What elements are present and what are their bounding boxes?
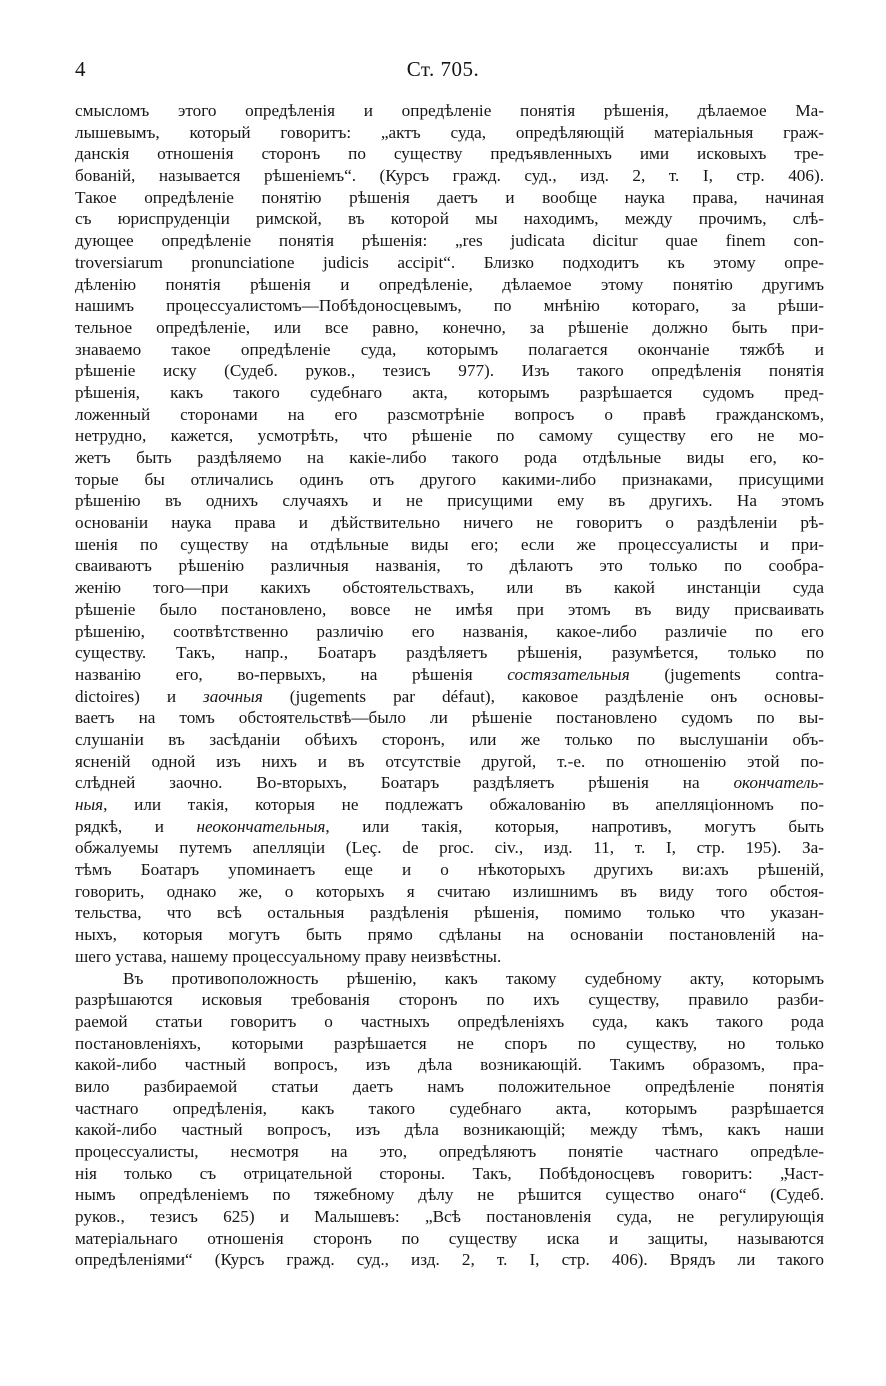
text-line: бованій, называется рѣшеніемъ“. (Курсъ гражд. суд., изд. 2, т. I, стр. 406). <box>75 166 824 186</box>
page-number: 4 <box>75 57 86 81</box>
text-line: постановленіяхъ, которыми разрѣшается не споръ по существу, но только <box>75 1033 824 1053</box>
text-line: тельное опредѣленіе, или все равно, конечно, за рѣшеніе должно быть при- <box>75 317 824 337</box>
text-line: нашимъ процессуалистомъ—Побѣдоносцевымъ, по мнѣнію котораго, за рѣши- <box>75 296 824 316</box>
text-line: основаніи наука права и дѣйствительно ничего не говоритъ о раздѣленіи рѣ- <box>75 513 824 533</box>
text-line: рѣшеніе иску (Судеб. руков., тезисъ 977). Изъ такого опредѣленія понятія <box>75 361 824 381</box>
text-line: обжалуемы путемъ апелляціи (Leç. de proc. civ., изд. 11, т. I, стр. 195). За- <box>75 838 824 858</box>
text-line: рѣшеніе было постановлено, вовсе не имѣя при этомъ въ виду присваивать <box>75 599 824 619</box>
text-line: женію того—при какихъ обстоятельствахъ, или въ какой инстанціи суда <box>75 578 824 598</box>
text-line: какой-либо частный вопросъ, изъ дѣла возникающій; между тѣмъ, какъ наши <box>75 1120 824 1140</box>
text-line: сваиваютъ рѣшенію различныя названія, то дѣлаютъ это только по сообра- <box>75 556 824 576</box>
text-line: знаваемо такое опредѣленіе суда, которымъ полагается окончаніе тяжбѣ и <box>75 339 824 359</box>
text-line: ясненій одной изъ нихъ и въ отсутствіе другой, т.-е. по отношенію этой по- <box>75 751 824 771</box>
text-line: вило разбираемой статьи даетъ намъ положительное опредѣленіе понятія <box>75 1076 824 1096</box>
text-line: рѣшенія, какъ такого судебнаго акта, которымъ разрѣшается судомъ пред- <box>75 382 824 402</box>
text-line: ваетъ на томъ обстоятельствѣ—было ли рѣшеніе постановлено судомъ по вы- <box>75 708 824 728</box>
text-line: слушаніи въ засѣданіи обѣихъ сторонъ, или же только по выслушаніи объ- <box>75 729 824 749</box>
text-line: рѣшенію, соотвѣтственно различію его названія, какое-либо различіе по его <box>75 621 824 641</box>
column-header: Ст. 705. <box>406 57 480 81</box>
text-line: Въ противоположность рѣшенію, какъ такому судебному акту, которымъ <box>123 968 824 988</box>
text-line: ложенный сторонами на его разсмотрѣніе вопросъ о правѣ гражданскомъ, <box>75 404 824 424</box>
text-line: ныя, или такія, которыя не подлежатъ обжалованію въ апелляціонномъ по- <box>75 795 824 814</box>
text-line: дующее опредѣленіе понятія рѣшенія: „res judicata dicitur quae finem con- <box>75 231 824 251</box>
text-line: дѣленію понятія рѣшенія и опредѣленіе, дѣлаемое этому понятію другимъ <box>75 274 824 294</box>
text-line: слѣдней заочно. Во-вторыхъ, Боатаръ раздѣляетъ рѣшенія на окончатель- <box>75 773 824 793</box>
text-line: смысломъ этого опредѣленія и опредѣленіе понятія рѣшенія, дѣлаемое Ма- <box>75 101 824 120</box>
text-line: съ юриспруденціи римской, въ которой мы находимъ, между прочимъ, слѣ- <box>75 209 824 229</box>
text-line: руков., тезисъ 625) и Малышевъ: „Всѣ постановленія суда, не регулирующія <box>75 1207 824 1227</box>
text-line: нія только съ отрицательной стороны. Такъ, Побѣдоносцевъ говоритъ: „Част- <box>75 1163 824 1183</box>
text-line: ныхъ, которыя могутъ быть прямо сдѣланы на основаніи постановленій на- <box>75 925 824 945</box>
text-line: шенія по существу на отдѣльные виды его; если же процессуалисты и при- <box>75 534 824 554</box>
text-line: тельства, что всѣ остальныя раздѣленія рѣшенія, помимо только что указан- <box>75 903 824 923</box>
text-line: рядкѣ, и неокончательныя, или такія, которыя, напротивъ, могутъ быть <box>75 816 824 836</box>
text-line: торые бы отличались одинъ отъ другого какими-либо признаками, присущими <box>75 469 824 489</box>
text-line: dictoires) и заочныя (jugements par défaut), каковое раздѣленіе онъ основы- <box>75 686 824 706</box>
text-line: раемой статьи говоритъ о частныхъ опредѣленіяхъ суда, какъ такого рода <box>75 1011 824 1031</box>
text-line: troversiarum pronunciatione judicis accipit“. Близко подходитъ къ этому опре- <box>75 252 824 272</box>
text-line: частнаго опредѣленія, какъ такого судебнаго акта, которымъ разрѣшается <box>75 1098 824 1118</box>
text-line: существу. Такъ, напр., Боатаръ раздѣляетъ рѣшенія, разумѣется, только по <box>75 643 824 663</box>
text-line: шего устава, нашему процессуальному праву неизвѣстны. <box>75 946 502 966</box>
text-line: нетрудно, кажется, усмотрѣть, что рѣшеніе по самому существу его не мо- <box>75 426 824 446</box>
text-line: какой-либо частный вопросъ, изъ дѣла возникающій. Такимъ образомъ, пра- <box>75 1055 824 1075</box>
text-line: рѣшенію въ однихъ случаяхъ и не присущими ему въ другихъ. На этомъ <box>75 491 824 511</box>
text-body <box>75 100 824 1271</box>
text-line: говорить, однако же, о которыхъ я считаю излишнимъ въ виду того обстоя- <box>75 881 824 901</box>
text-line: тѣмъ Боатаръ упоминаетъ еще и о нѣкоторыхъ другихъ ви:ахъ рѣшеній, <box>75 860 824 880</box>
text-line: лышевымъ, который говоритъ: „актъ суда, опредѣляющій матеріальныя граж- <box>75 122 824 142</box>
text-line: опредѣленіями“ (Курсъ гражд. суд., изд. 2, т. I, стр. 406). Врядъ ли такого <box>75 1250 824 1270</box>
text-line: данскія отношенія сторонъ по существу предъявленныхъ ими исковыхъ тре- <box>75 144 824 164</box>
text-line: процессуалисты, несмотря на это, опредѣляютъ понятіе частнаго опредѣле- <box>75 1142 824 1161</box>
text-line: разрѣшаются исковыя требованія сторонъ по ихъ существу, правило разби- <box>75 990 824 1010</box>
text-line: матеріальнаго отношенія сторонъ по существу иска и защиты, называются <box>75 1228 824 1248</box>
text-line: Такое опредѣленіе понятію рѣшенія даетъ и вообще наука права, начиная <box>75 187 824 207</box>
text-line: жетъ быть раздѣляемо на какіе-либо такого рода отдѣльные виды его, ко- <box>75 448 824 467</box>
text-line: названію его, во-первыхъ, на рѣшенія состязательныя (jugements contra- <box>75 664 824 684</box>
text-line: нымъ опредѣленіемъ по тяжебному дѣлу не рѣшится существо онаго“ (Судеб. <box>75 1185 824 1205</box>
